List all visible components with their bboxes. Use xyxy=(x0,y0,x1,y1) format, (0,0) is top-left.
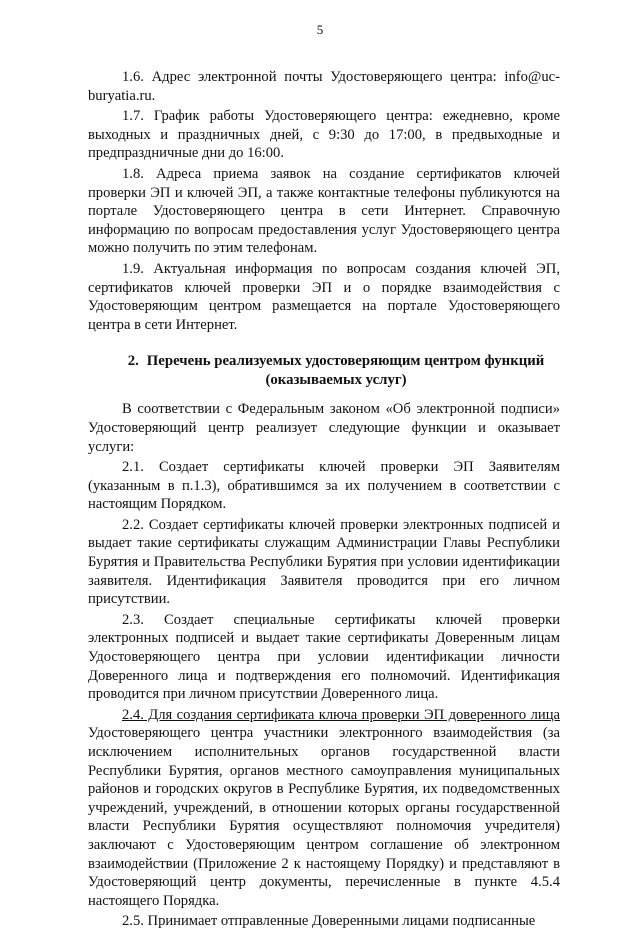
section-gap xyxy=(88,336,560,348)
paragraph-2-4 xyxy=(88,706,560,911)
paragraph-2-2: 2.2. Создает сертификаты ключей проверки электронных подписей и выдает такие сертификаты служащим Администрации Главы Республики Бурятия и Правительства Республики Бурятия при условии идентификации заявителя. Идентификация Заявителя проводится при его личном присутствии. xyxy=(88,516,560,608)
paragraph-1-7: 1.7. График работы Удостоверяющего центра: ежедневно, кроме выходных и праздничных дней, с 9:30 до 17:00, в предвыходные и предпраздничные дни до 16:00. xyxy=(88,108,560,162)
paragraph-1-6: 1.6. Адрес электронной почты Удостоверяющего центра: info@uc-buryatia.ru. xyxy=(88,69,560,104)
document-body xyxy=(88,68,560,933)
section-2-heading xyxy=(88,352,560,390)
paragraph-2-4-rest: Удостоверяющего центра участники электронного взаимодействия (за исключением исполнительных органов государственной власти Республики Бурятия, органов местного самоуправления муниципальных районов и городских округов в Республике Бурятия, их подведомственных учреждений, учреждений, в отношении которых органы государственной власти Республики Бурятия осуществляют полномочия учредителя) заключают с Удостоверяющим центром соглашение об электронном взаимодействии (Приложение 2 к настоящему Порядку) и представляют в Удостоверяющий центр документы, перечисленные в пункте 4.5.4 настоящего Порядка. xyxy=(88,725,560,909)
section-2-title: Перечень реализуемых удостоверяющим центром функций (оказываемых услуг) xyxy=(146,353,545,389)
paragraph-2-4-underlined: 2.4. Для создания сертификата ключа проверки ЭП доверенного лица xyxy=(122,706,560,723)
paragraph-1-8: 1.8. Адреса приема заявок на создание сертификатов ключей проверки ЭП и ключей ЭП, а также контактные телефоны публикуются на портале Удостоверяющего центра в сети Интернет. Справочную информацию по вопросам предоставления услуг Удостоверяющего центра можно получить по этим телефонам. xyxy=(88,165,560,257)
paragraph-2-3: 2.3. Создает специальные сертификаты ключей проверки электронных подписей и выдает такие сертификаты Доверенным лицам Удостоверяющего центра при условии идентификации личности Доверенного лица и подтверждения его полномочий. Идентификация проводится при личном присутствии Доверенного лица. xyxy=(88,611,560,703)
section-2-intro: В соответствии с Федеральным законом «Об электронной подписи» Удостоверяющий центр реализует следующие функции и оказывает услуги: xyxy=(88,401,560,455)
page-number: 5 xyxy=(316,22,324,37)
paragraph-1-9: 1.9. Актуальная информация по вопросам создания ключей ЭП, сертификатов ключей проверки ЭП и о порядке взаимодействия с Удостоверяющим центром размещается на портале Удостоверяющего центра в сети Интернет. xyxy=(88,260,560,333)
paragraph-2-5: 2.5. Принимает отправленные Доверенными лицами подписанные xyxy=(122,913,536,930)
section-2-number: 2. xyxy=(127,353,139,370)
paragraph-2-1: 2.1. Создает сертификаты ключей проверки ЭП Заявителям (указанным в п.1.3), обратившимся за их получением в соответствии с настоящим Порядком. xyxy=(88,459,560,513)
